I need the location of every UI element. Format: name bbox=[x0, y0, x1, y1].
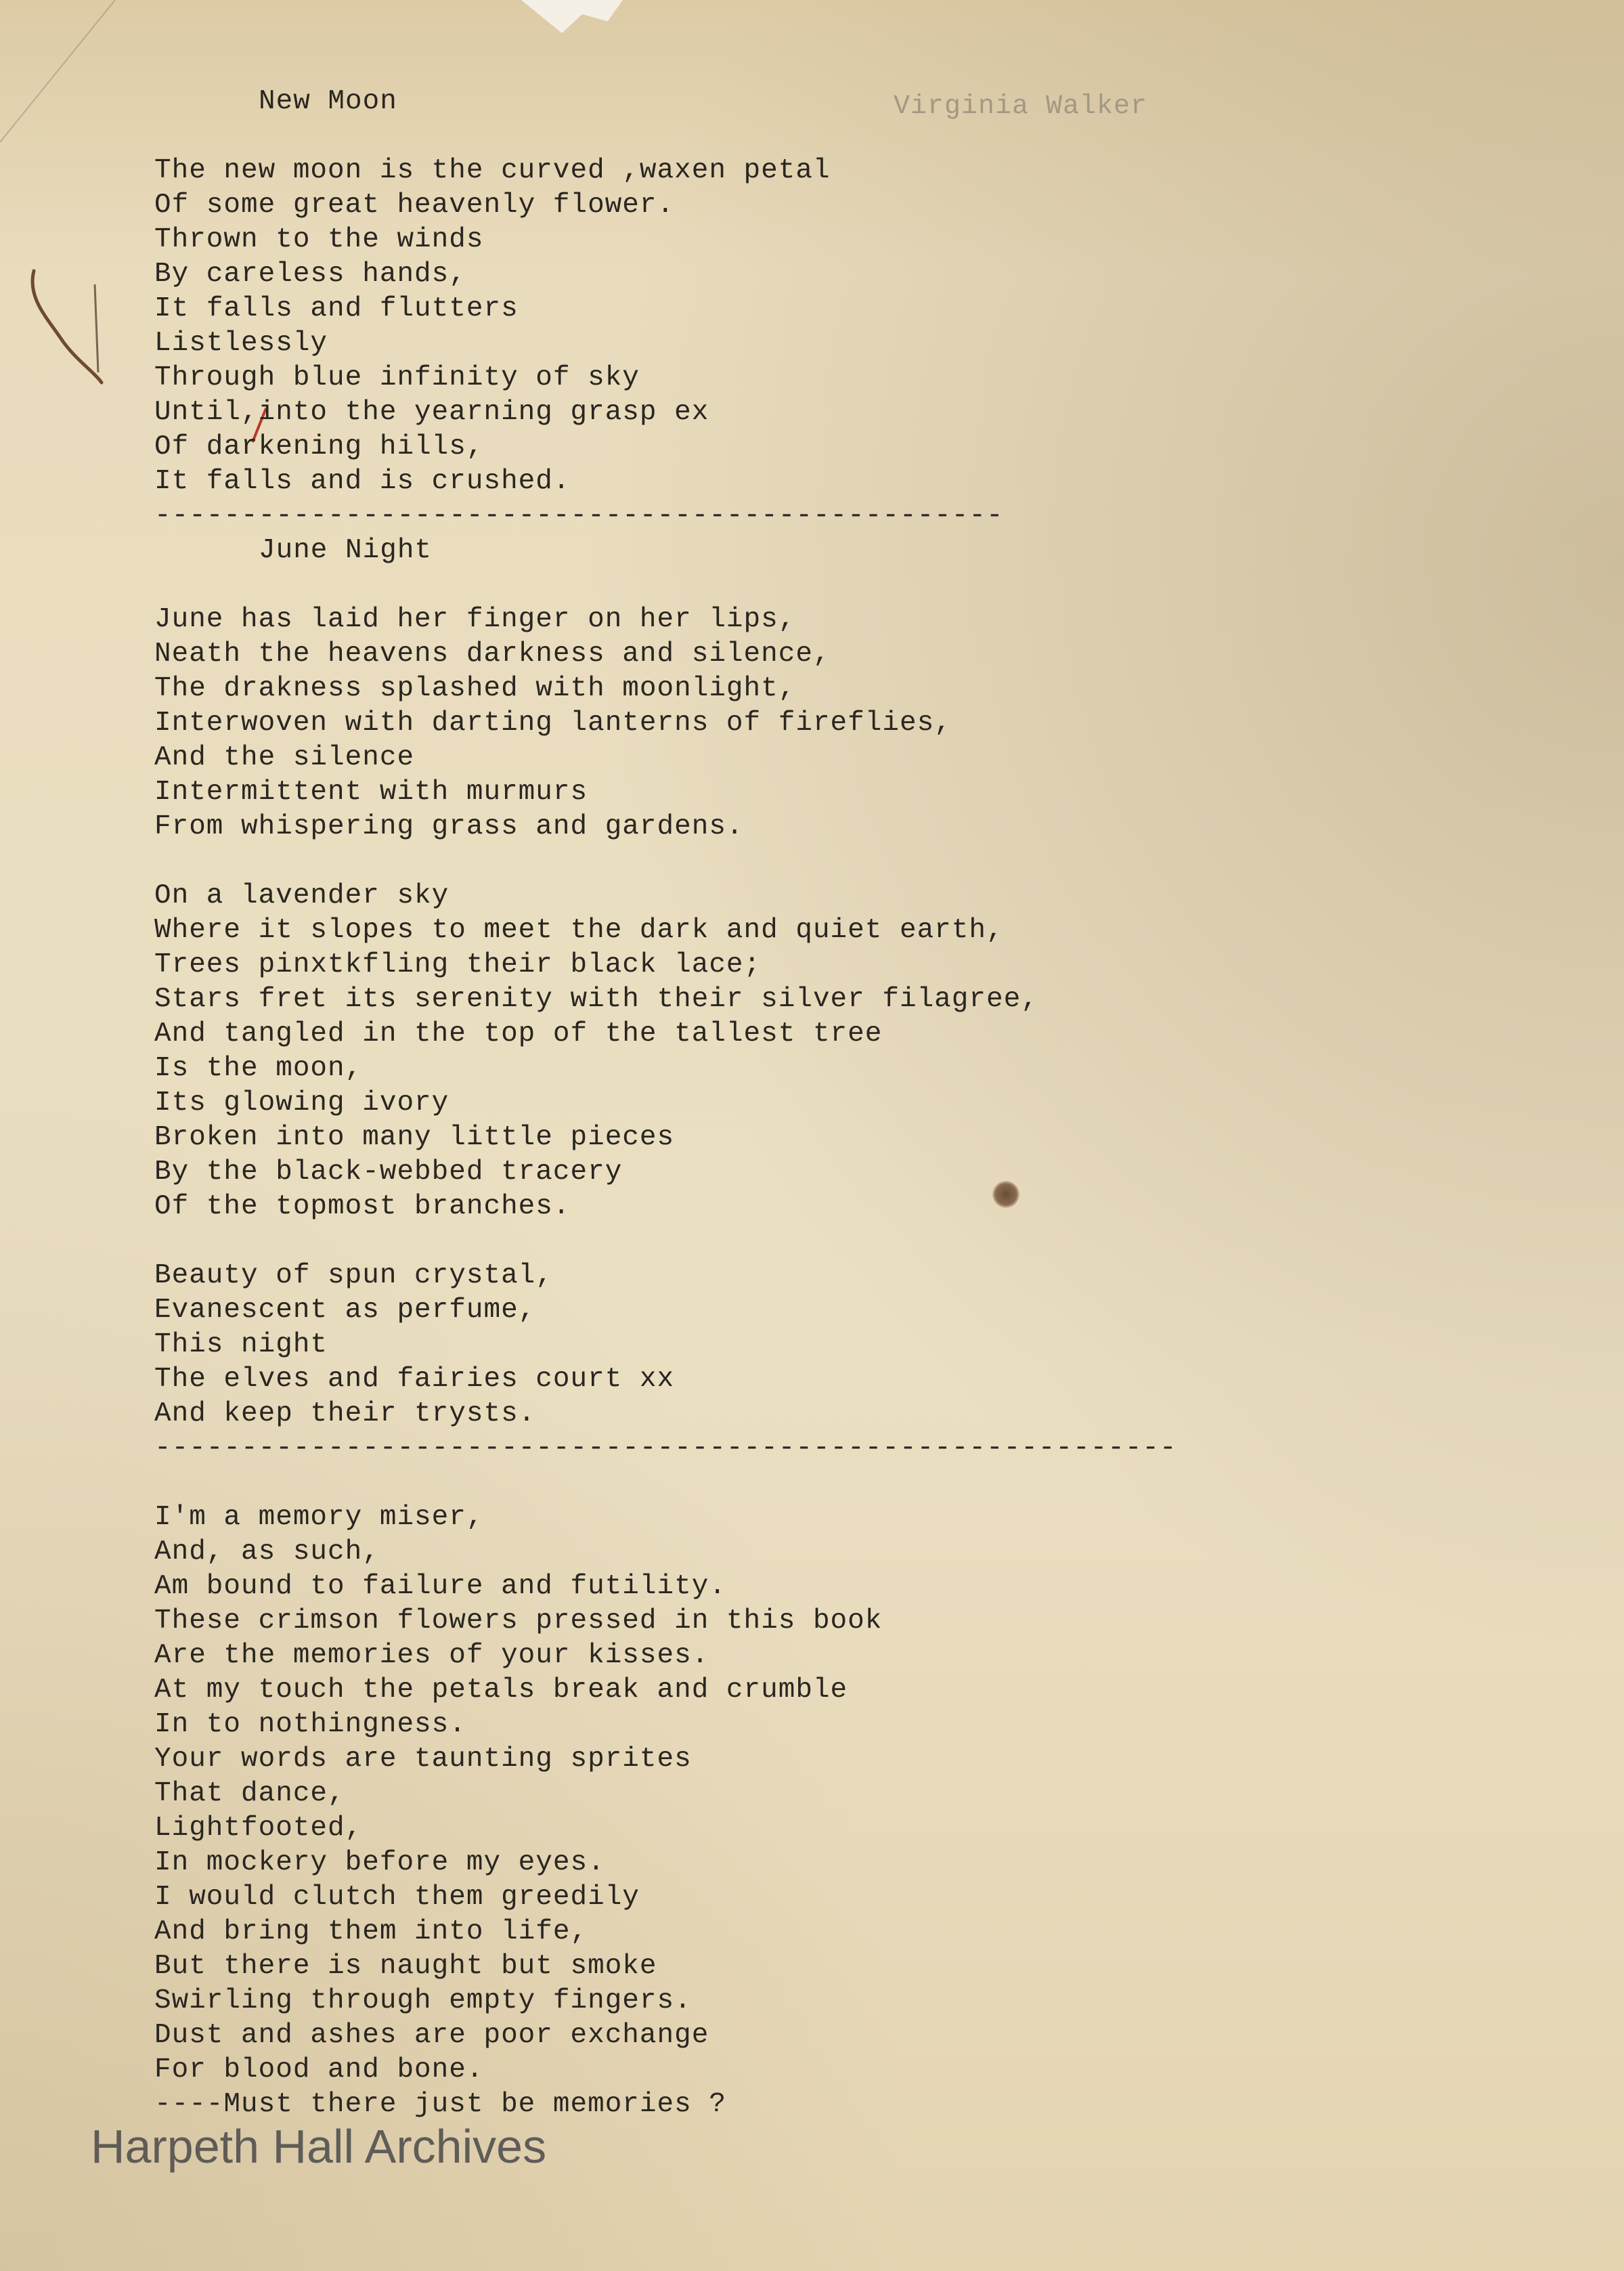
poem-line: Of darkening hills, bbox=[154, 431, 484, 462]
fold-crease-mark bbox=[0, 0, 135, 149]
poem-line: The drakness splashed with moonlight, bbox=[154, 673, 796, 704]
poem-line: Until,into the yearning grasp ex bbox=[154, 397, 709, 428]
poem-line: And bring them into life, bbox=[154, 1916, 588, 1947]
poem-memory-miser bbox=[154, 1500, 1441, 2122]
poem-line: Interwoven with darting lanterns of fireflies, bbox=[154, 708, 952, 739]
spacer bbox=[154, 844, 1441, 879]
poem-line: Thrown to the winds bbox=[154, 224, 484, 255]
poem-line: The new moon is the curved ,waxen petal bbox=[154, 155, 831, 186]
poem-text-block bbox=[154, 85, 1441, 2122]
author-name: Virginia Walker bbox=[894, 91, 1148, 122]
poem-line: It falls and is crushed. bbox=[154, 466, 571, 497]
poem-line: In mockery before my eyes. bbox=[154, 1847, 605, 1878]
poem-june-night-stanza-2 bbox=[154, 879, 1441, 1224]
poem-line: Are the memories of your kisses. bbox=[154, 1640, 709, 1671]
pencil-annotation-mark bbox=[20, 257, 108, 393]
poem-june-night-stanza-3 bbox=[154, 1259, 1441, 1431]
poem-line: By the black-webbed tracery bbox=[154, 1156, 623, 1188]
poem-line: Through blue infinity of sky bbox=[154, 362, 640, 393]
section-divider: ----------------------------------------------------------- bbox=[154, 1433, 1177, 1464]
poem-title-new-moon: New Moon bbox=[259, 86, 397, 117]
poem-line: Where it slopes to meet the dark and quiet earth, bbox=[154, 915, 1004, 946]
spacer bbox=[154, 568, 1441, 603]
poem-line: The elves and fairies court xx bbox=[154, 1364, 675, 1395]
poem-line: Your words are taunting sprites bbox=[154, 1744, 692, 1775]
poem-line: Of some great heavenly flower. bbox=[154, 190, 675, 221]
poem-line: June has laid her finger on her lips, bbox=[154, 604, 796, 635]
poem-line: And tangled in the top of the tallest tree bbox=[154, 1018, 883, 1050]
poem-line: Am bound to failure and futility. bbox=[154, 1571, 726, 1602]
poem-line: Swirling through empty fingers. bbox=[154, 1985, 692, 2016]
poem-line: This night bbox=[154, 1329, 328, 1360]
poem-line: Trees pinxtkfling their black lace; bbox=[154, 949, 762, 980]
poem-line: These crimson flowers pressed in this book bbox=[154, 1605, 883, 1637]
spacer bbox=[154, 1224, 1441, 1259]
poem-line: It falls and flutters bbox=[154, 293, 519, 324]
spacer bbox=[154, 1466, 1441, 1500]
poem-line: Dust and ashes are poor exchange bbox=[154, 2020, 709, 2051]
poem-line: From whispering grass and gardens. bbox=[154, 811, 744, 842]
poem-line: Stars fret its serenity with their silver filagree, bbox=[154, 984, 1038, 1015]
poem-line: For blood and bone. bbox=[154, 2054, 484, 2085]
poem-line: Listlessly bbox=[154, 328, 328, 359]
poem-line: By careless hands, bbox=[154, 259, 466, 290]
section-divider: ------------------------------------------------- bbox=[154, 500, 1004, 532]
archive-watermark: Harpeth Hall Archives bbox=[91, 2120, 547, 2173]
torn-corner bbox=[521, 0, 623, 47]
poem-line: I would clutch them greedily bbox=[154, 1882, 640, 1913]
poem-line: But there is naught but smoke bbox=[154, 1951, 657, 1982]
poem-line: At my touch the petals break and crumble bbox=[154, 1674, 848, 1706]
poem-line: I'm a memory miser, bbox=[154, 1502, 484, 1533]
poem-line: ----Must there just be memories ? bbox=[154, 2089, 726, 2120]
poem-line: In to nothingness. bbox=[154, 1709, 466, 1740]
spacer bbox=[154, 119, 1441, 154]
poem-line: Is the moon, bbox=[154, 1053, 363, 1084]
poem-line: Intermittent with murmurs bbox=[154, 777, 588, 808]
poem-line: And keep their trysts. bbox=[154, 1398, 536, 1429]
poem-line: Of the topmost branches. bbox=[154, 1191, 571, 1222]
poem-june-night-stanza-1 bbox=[154, 603, 1441, 844]
poem-line: Beauty of spun crystal, bbox=[154, 1260, 553, 1291]
poem-line: Neath the heavens darkness and silence, bbox=[154, 639, 831, 670]
poem-new-moon bbox=[154, 154, 1441, 499]
poem-title-june-night: June Night bbox=[259, 535, 433, 566]
poem-line: That dance, bbox=[154, 1778, 345, 1809]
poem-line: Evanescent as perfume, bbox=[154, 1295, 536, 1326]
poem-line: And the silence bbox=[154, 742, 415, 773]
poem-line: On a lavender sky bbox=[154, 880, 449, 911]
poem-line: Broken into many little pieces bbox=[154, 1122, 675, 1153]
poem-line: Lightfooted, bbox=[154, 1813, 363, 1844]
poem-line: Its glowing ivory bbox=[154, 1087, 449, 1119]
poem-line: And, as such, bbox=[154, 1536, 380, 1567]
